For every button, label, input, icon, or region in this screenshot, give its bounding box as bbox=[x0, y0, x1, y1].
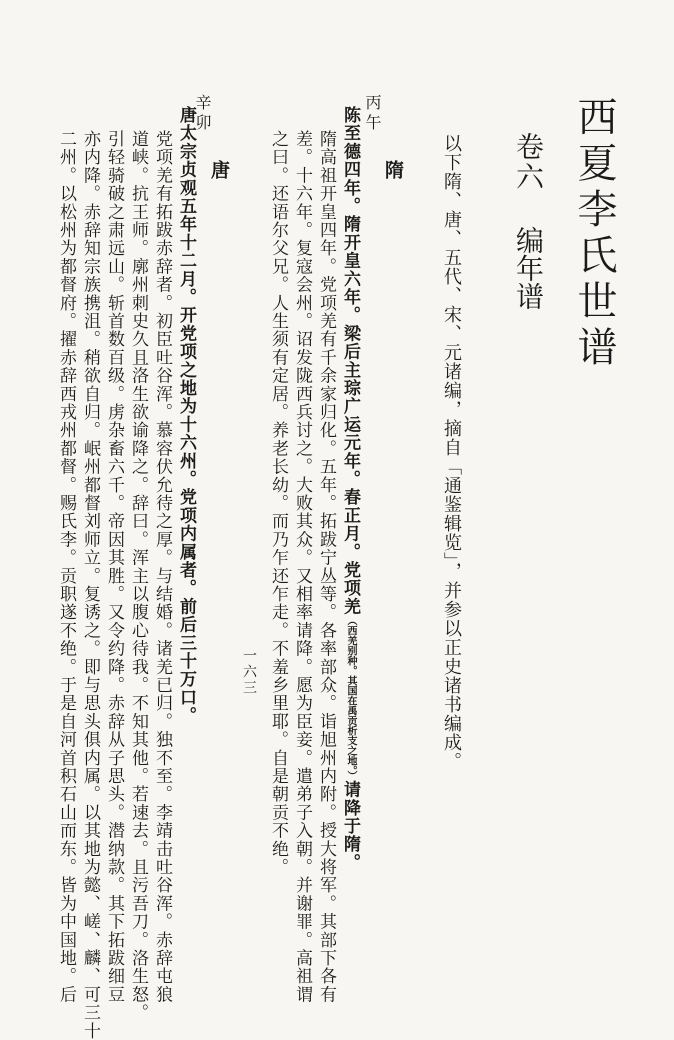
book-title: 西夏李氏世谱 bbox=[571, 96, 617, 372]
tang-cycle-label: 辛卯 bbox=[193, 94, 212, 134]
volume-heading bbox=[502, 132, 545, 332]
section-heading-sui: 隋 bbox=[382, 160, 404, 179]
tang-paragraph-line-2: 道峡。抗王师。廓州刺史久且洛生欲谕降之。辞曰。浑主以腹心待我。不知其他。若速去。且污吾刀。洛生怒。 bbox=[128, 130, 148, 1022]
tang-paragraph-line-5: 二州。以松州为都督府。擢赤辞西戎州都督。赐氏李。贡职遂不绝。于是自河首积石山而东。皆为中国地。后 bbox=[56, 130, 76, 1004]
sui-paragraph-line-3: 之曰。还语尔父兄。人生须有定居。养老长幼。而乃乍还乍走。不羞乡里耶。自是朝贡不绝。 bbox=[268, 130, 288, 877]
tang-paragraph-line-1: 党项羌有拓跋赤辞者。初臣吐谷浑。慕容伏允待之厚。与结婚。诸羌已归。独不至。李靖击吐谷浑。赤辞屯狼 bbox=[152, 130, 172, 1004]
sui-entry-heading bbox=[336, 106, 358, 906]
sui-paragraph-line-2: 差。十六年。复寇会州。诏发陇西兵讨之。大败其众。又相率请降。愿为臣妾。遣弟子入朝。并谢罪。高祖谓 bbox=[292, 130, 312, 1004]
tang-entry-heading: 唐太宗贞观五年十二月。开党项之地为十六州。党项内属者。前后三十万口。 bbox=[176, 106, 196, 725]
intro-note: 以下隋、唐、五代、宋、元诸编，摘自「通鉴辑览」，并参以正史诸书编成。 bbox=[441, 134, 462, 771]
section-heading-tang: 唐 bbox=[208, 160, 230, 179]
sui-entry-head: 陈至德四年。隋开皇六年。梁后主琮广运元年。春正月。党项羌 bbox=[340, 106, 360, 616]
tang-paragraph-line-4: 亦内降。赤辞知宗族携沮。稍欲自归。岷州都督刘师立。复诱之。即与思头俱内属。以其地为懿、嵯、麟、可三十 bbox=[80, 130, 100, 1040]
sui-entry-annotation: （西羌别种。其国在禹贡析支之地。） bbox=[345, 615, 356, 781]
sui-cycle-label: 丙午 bbox=[363, 94, 382, 134]
tang-paragraph-line-3: 引轻骑破之肃远山。斩首数百级。虏杂畜六千。帝因其胜。又令约降。赤辞从子思头。潜纳款。其下拓跋细豆 bbox=[104, 130, 124, 1004]
volume-number: 卷六 bbox=[512, 132, 545, 192]
sui-paragraph-line-1: 隋高祖开皇四年。党项羌有千余家归化。五年。拓跋宁丛等。各率部众。诣旭州内附。授大将军。其部下各有 bbox=[316, 130, 336, 1004]
page-number: 一六三 bbox=[241, 648, 257, 696]
sui-entry-tail: 请降于隋。 bbox=[340, 780, 360, 872]
volume-title: 编年谱 bbox=[512, 226, 545, 310]
